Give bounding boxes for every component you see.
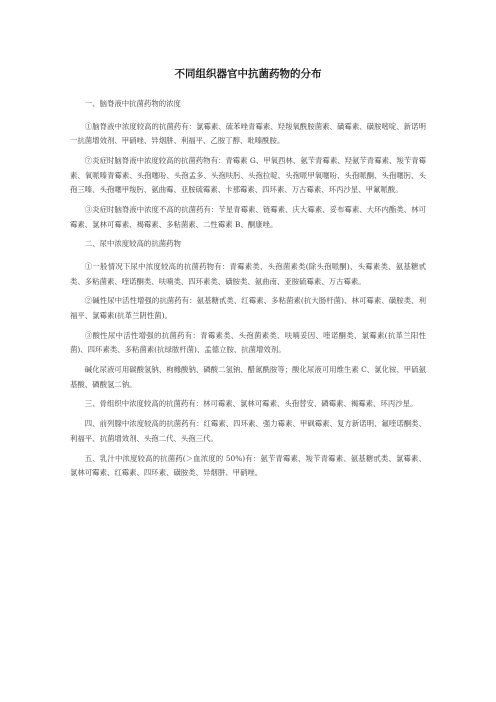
paragraph-prostate: 四、前列腺中浓度较高的抗菌药有：红霉素、四环素、强力霉素、甲砜霉素、复方新诺明、氟喹诺酮类、利福平、抗菌增效剂、头孢二代、头孢三代。	[70, 419, 426, 443]
section-heading: 二、尿中浓度较高的抗菌药物	[84, 239, 181, 249]
paragraph: ①一般情况下尿中浓度较高的抗菌药物有：青霉素类、头孢菌素类(除头孢哌酮)、头霉素类、氨基糖甙类、多粘菌素、喹诺酮类、呋喃类、四环素类、磺胺类、氨曲南、亚胺硫霉素、万古霉素。	[70, 261, 426, 286]
paragraph-milk: 五、乳汁中浓度较高的抗菌药(＞血浓度的 50%)有：氨苄青霉素、羧苄青霉素、氨基糖甙类、氯霉素、氯林可霉素、红霉素、四环素、磺胺类、异烟肼、甲硝唑。	[70, 453, 426, 478]
paragraph: ③酸性尿中活性增强的抗菌药有：青霉素类、头孢菌素类、呋喃妥因、喹诺酮类、氯霉素(抗革兰阳性菌)、四环素类、多粘菌素(抗绿脓杆菌)、孟德立胺、抗菌增效剂。	[70, 330, 426, 355]
section-csf	[70, 97, 426, 232]
section-other-tissues	[70, 397, 426, 480]
paragraph-bone: 三、骨组织中浓度较高的抗菌药有：林可霉素、氯林可霉素、头孢替安、磷霉素、褐霉素、环丙沙星。	[84, 399, 418, 409]
paragraph: ①脑脊液中浓度较高的抗菌药有：氯霉素、硫苯唑青霉素、羟羧氧酰胺菌素、磺霉素、磺胺嘧啶、新诺明一抗菌增效剂、甲硝唑、异烟肼、利福平、乙胺丁醇、吡嗪酰胺。	[70, 121, 426, 146]
paragraph: ③炎症时脑脊液中浓度不高的抗菌药有：苄星青霉素、链霉素、庆大霉素、妥布霉素、大环内酯类、林可霉素、氯林可霉素、褐霉素、多粘菌素、二性霉素 B、酮康唑。	[70, 204, 426, 229]
document-title: 不同组织器官中抗菌药物的分布	[174, 68, 322, 80]
paragraph: ⑦炎症时脑脊液中浓度较高的抗菌药物有：青霉素 G、甲氧西林、氨苄青霉素、羟氨苄青霉素、羧苄青霉素、氧哌嗪青霉素、头孢噻吩、头孢孟多、头孢呋肟、头孢拉啶、头孢哌甲氧噻吩、头孢哌酮、头孢噻肟、头孢三嗪、头孢噻甲羧肟、氨曲霉、亚胺硫霉素、卡那霉素、四环素、万古霉素、环丙沙星、甲氟哌酸。	[70, 155, 426, 195]
section-heading: 一、脑脊液中抗菌药物的浓度	[84, 99, 181, 108]
document-body	[70, 97, 426, 486]
section-urine	[70, 237, 426, 392]
paragraph: ②碱性尿中活性增强的抗菌药有：氨基糖甙类、红霉素、多粘菌素(抗大肠杆菌)、林可霉素、磺胺类、利福平、氯霉素(抗革兰阴性菌)。	[70, 296, 426, 320]
paragraph: 碱化尿液可用碳酸氢钠、枸橼酸钠、磷酸二氢钠、醋氮酰胺等；酸化尿液可用维生素 C、氯化铵、甲硫氨基酸、磷酸氢二钠。	[70, 365, 426, 389]
